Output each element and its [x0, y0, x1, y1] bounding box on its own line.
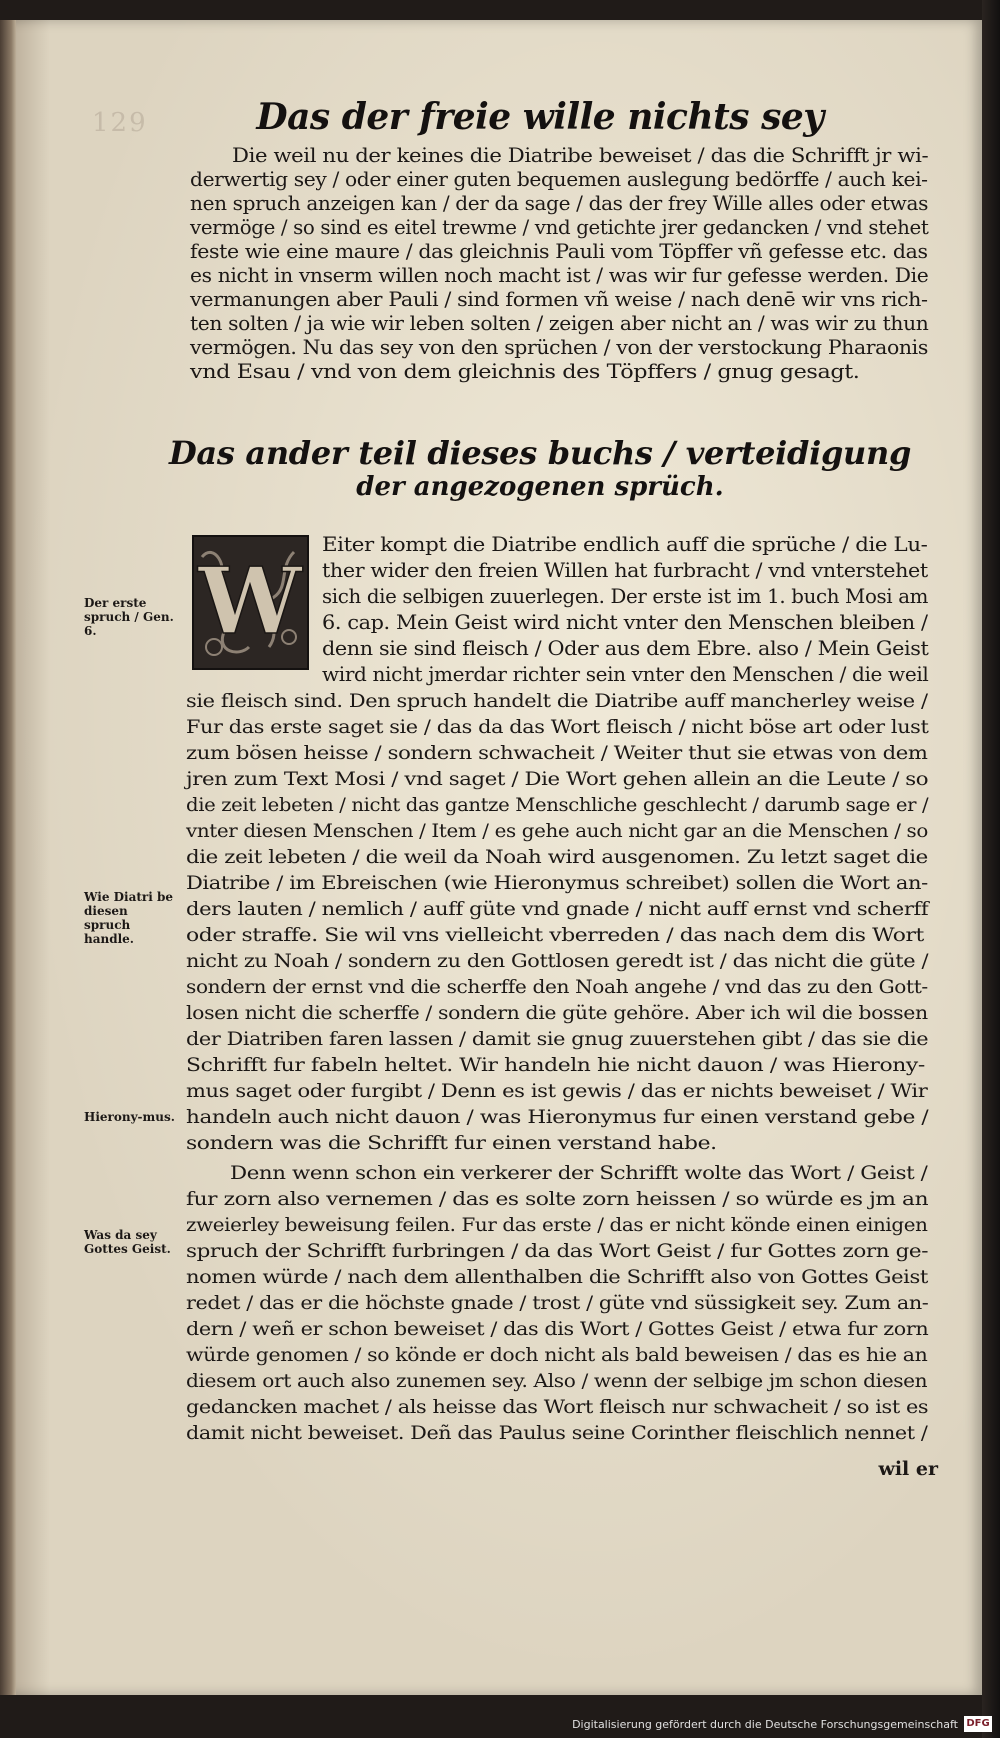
text-line: ders lauten / nemlich / auff güte vnd gnade / nicht auff ernst vnd scherff	[186, 898, 929, 920]
text-line: vermöge / so sind es eitel trewme / vnd getichte jrer gedancken / vnd stehet	[190, 216, 929, 239]
text-line: nen spruch anzeigen kan / der da sage / das der frey Wille alles oder etwas	[190, 192, 929, 215]
text-line: sie fleisch sind. Den spruch handelt die Diatribe auff mancherley weise /	[186, 690, 928, 712]
section-heading-1: Das der freie wille nichts sey	[256, 96, 824, 138]
section-heading-2-subline: der angezogenen sprüch.	[356, 472, 724, 502]
text-line: zweierley beweisung feilen. Fur das erste / das er nicht könde einen einigen	[186, 1214, 928, 1236]
text-line: denn sie sind fleisch / Oder aus dem Ebre. also / Mein Geist	[322, 637, 929, 660]
text-line: fur zorn also vernemen / das es solte zorn heissen / so würde es jm an	[186, 1188, 929, 1210]
initial-ornament	[194, 537, 307, 668]
marginal-note-1: Der erste spruch / Gen. 6.	[84, 596, 174, 638]
text-line: sondern der ernst vnd die scherffe den Noah angehe / vnd das zu den Gott-	[186, 976, 928, 998]
text-line: zum bösen heisse / sondern schwacheit / Weiter thut sie etwas von dem	[186, 742, 928, 764]
text-line: Diatribe / im Ebreischen (wie Hieronymus schreibet) sollen die Wort an-	[186, 872, 928, 894]
text-line: vermögen. Nu das sey von den sprüchen / von der verstockung Pharaonis	[190, 336, 928, 359]
text-line: mus saget oder furgibt / Denn es ist gewis / das er nichts beweiset / Wir	[186, 1080, 928, 1102]
page-right-edge	[982, 0, 1000, 1738]
text-line: nicht zu Noah / sondern zu den Gottlosen geredt ist / das nicht die güte /	[186, 950, 929, 972]
text-line: vnd Esau / vnd von dem gleichnis des Töpffers / gnug gesagt.	[190, 360, 860, 383]
text-line: es nicht in vnserm willen noch macht ist / was wir fur gefesse werden. Die	[190, 264, 929, 287]
text-line: Schrifft fur fabeln heltet. Wir handeln hie nicht dauon / was Hierony-	[186, 1054, 925, 1076]
funding-notice: Digitalisierung gefördert durch die Deutsche Forschungsgemeinschaft	[572, 1718, 958, 1731]
text-line: wird nicht jmerdar richter sein vnter den Menschen / die weil	[322, 663, 929, 686]
catchword: wil er	[878, 1458, 938, 1480]
text-line: jren zum Text Mosi / vnd saget / Die Wort gehen allein an die Leute / so	[186, 768, 929, 790]
page-binding-edge	[0, 20, 16, 1695]
text-line: würde genomen / so könde er doch nicht als bald beweisen / das es hie an	[186, 1344, 928, 1366]
text-line: Fur das erste saget sie / das da das Wort fleisch / nicht böse art oder lust	[186, 716, 929, 738]
text-line: die zeit lebeten / nicht das gantze Menschliche geschlecht / darumb sage er /	[186, 794, 929, 816]
text-line: handeln auch nicht dauon / was Hieronymus fur einen verstand gebe /	[186, 1106, 929, 1128]
text-line: vnter diesen Menschen / Item / es gehe auch nicht gar an die Menschen / so	[186, 820, 928, 842]
text-line: ten solten / ja wie wir leben solten / zeigen aber nicht an / was wir zu thun	[190, 312, 929, 335]
text-line: Denn wenn schon ein verkerer der Schrifft wolte das Wort / Geist /	[230, 1162, 928, 1184]
text-line: feste wie eine maure / das gleichnis Pauli vom Töpffer vñ gefesse etc. das	[190, 240, 928, 263]
text-line: diesem ort auch also zunemen sey. Also / wenn der selbige jm schon diesen	[186, 1370, 928, 1392]
dfg-logo: DFG	[964, 1716, 992, 1732]
text-line: nomen würde / nach dem allenthalben die Schrifft also von Gottes Geist	[186, 1266, 928, 1288]
text-line: redet / das er die höchste gnade / trost / güte vnd süssigkeit sey. Zum an-	[186, 1292, 929, 1314]
text-line: gedancken machet / als heisse das Wort fleisch nur schwacheit / so ist es	[186, 1396, 929, 1418]
decorated-initial	[192, 535, 309, 670]
text-line: der Diatriben faren lassen / damit sie gnug zuuerstehen gibt / das sie die	[186, 1028, 929, 1050]
text-line: dern / weñ er schon beweiset / das dis Wort / Gottes Geist / etwa fur zorn	[186, 1318, 929, 1340]
text-line: damit nicht beweiset. Deñ das Paulus seine Corinther fleischlich nennet /	[186, 1422, 928, 1444]
text-line: Eiter kompt die Diatribe endlich auff die sprüche / die Lu-	[322, 533, 928, 556]
text-line: oder straffe. Sie wil vns vielleicht vberreden / das nach dem dis Wort	[186, 924, 924, 946]
text-line: Die weil nu der keines die Diatribe beweiset / das die Schrifft jr wi-	[232, 144, 929, 167]
folio-number-bleed: 129	[92, 108, 148, 138]
text-line: sich die selbigen zuuerlegen. Der erste ist im 1. buch Mosi am	[322, 585, 929, 608]
text-line: derwertig sey / oder einer guten bequemen auslegung bedörffe / auch kei-	[190, 168, 928, 191]
marginal-note-4: Was da sey Gottes Geist.	[84, 1228, 171, 1256]
section-heading-2: Das ander teil dieses buchs / verteidigung	[168, 434, 912, 472]
initial-letter: W	[198, 547, 302, 655]
text-line: spruch der Schrifft furbringen / da das Wort Geist / fur Gottes zorn ge-	[186, 1240, 929, 1262]
text-line: ther wider den freien Willen hat furbracht / vnd vnterstehet	[322, 559, 928, 582]
text-line: die zeit lebeten / die weil da Noah wird ausgenomen. Zu letzt saget die	[186, 846, 928, 868]
marginal-note-2: Wie Diatri be diesen spruch handle.	[84, 890, 174, 946]
marginal-note-3: Hierony-mus.	[84, 1110, 175, 1124]
text-line: losen nicht die scherffe / sondern die güte gehöre. Aber ich wil die bossen	[186, 1002, 928, 1024]
text-line: sondern was die Schrifft fur einen verstand habe.	[186, 1132, 717, 1154]
text-line: 6. cap. Mein Geist wird nicht vnter den Menschen bleiben /	[322, 611, 928, 634]
text-line: vermanungen aber Pauli / sind formen vñ weise / nach denē wir vns rich-	[190, 288, 928, 311]
